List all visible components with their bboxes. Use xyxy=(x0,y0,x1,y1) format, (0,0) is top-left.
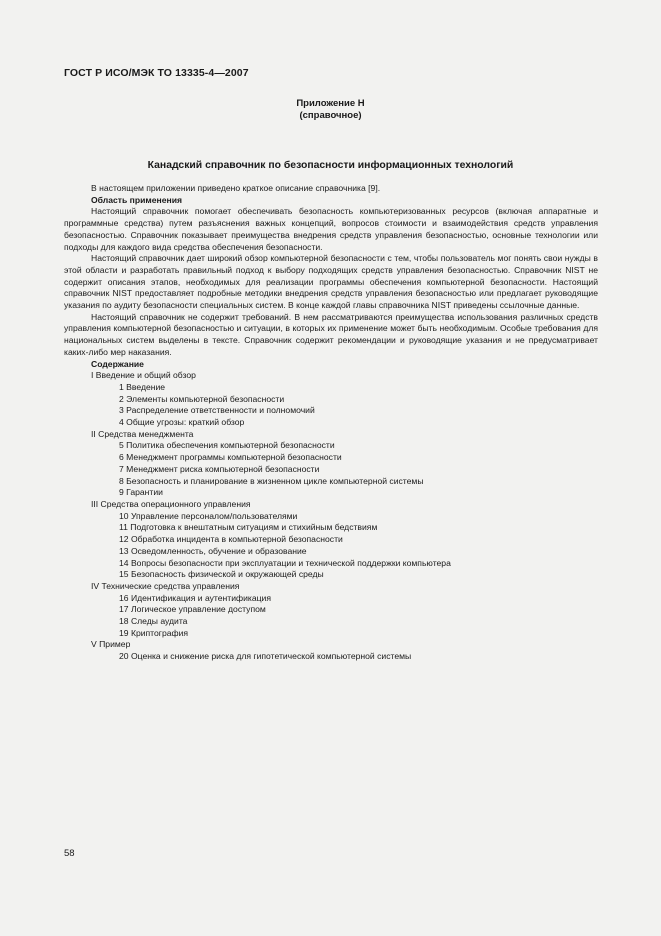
contents-item: 14 Вопросы безопасности при эксплуатации и технической поддержки компьютера xyxy=(119,557,451,568)
contents-item: 5 Политика обеспечения компьютерной безопасности xyxy=(119,440,335,451)
page-number: 58 xyxy=(64,848,75,859)
paragraph: Настоящий справочник дает широкий обзор компьютерной безопасности с тем, чтобы пользователь мог понять свои нужды в этой области и разработать правильный подход к выбору подходящих средств управления безопасностью. Справочник NIST не содержит описания этапов, необходимых для реализации программы обеспечения компьютерной безопасности. Настоящий справочник NIST предоставляет подробные методики внедрения средств управления безопасностью или предлагает руководящие указания по аудиту безопасности специальных систем. В конце каждой главы справочника NIST приведены ссылочные данные. xyxy=(64,253,598,311)
contents-section: V Пример xyxy=(91,639,131,650)
annex-type: (справочное) xyxy=(299,110,362,121)
paragraph: Настоящий справочник помогает обеспечивать безопасность компьютеризованных ресурсов (включая аппаратные и программные средства) путем разъяснения важных концепций, вопросов стоимости и взаимодействия средств управления безопасностью. Справочник показывает преимущества внедрения средств управления безопасностью, основные технологии или подходы для каждого вида средства обеспечения безопасности. xyxy=(64,206,598,252)
contents-section: I Введение и общий обзор xyxy=(91,370,196,381)
contents-item: 9 Гарантии xyxy=(119,487,163,498)
contents-item: 3 Распределение ответственности и полномочий xyxy=(119,405,315,416)
paragraph: Настоящий справочник не содержит требований. В нем рассматриваются преимущества использования различных средств управления компьютерной безопасностью и ситуации, в которых их применение может быть необходимым. Особые требования для национальных систем выделены в тексте. Справочник содержит рекомендации и руководящие указания и не предусматривает каких-либо мер наказания. xyxy=(64,311,598,357)
document-header: ГОСТ Р ИСО/МЭК ТО 13335-4—2007 xyxy=(64,67,249,79)
contents-section: IV Технические средства управления xyxy=(91,580,240,591)
contents-item: 8 Безопасность и планирование в жизненном цикле компьютерной системы xyxy=(119,475,424,486)
annex-heading xyxy=(0,98,661,122)
contents-item: 16 Идентификация и аутентификация xyxy=(119,592,272,603)
contents-item: 13 Осведомленность, обучение и образование xyxy=(119,545,307,556)
contents-item: 12 Обработка инцидента в компьютерной безопасности xyxy=(119,534,343,545)
intro-paragraph: В настоящем приложении приведено краткое описание справочника [9]. xyxy=(91,183,381,193)
annex-label: Приложение Н xyxy=(296,98,365,109)
document-body xyxy=(64,183,598,663)
contents-item: 19 Криптография xyxy=(119,627,189,638)
contents-item: 2 Элементы компьютерной безопасности xyxy=(119,393,285,404)
contents-item: 11 Подготовка к внештатным ситуациям и стихийным бедствиям xyxy=(119,522,378,533)
contents-item: 6 Менеджмент программы компьютерной безопасности xyxy=(119,452,342,463)
annex-title: Канадский справочник по безопасности информационных технологий xyxy=(147,160,514,171)
contents-item: 10 Управление персоналом/пользователями xyxy=(119,510,298,521)
contents-item: 18 Следы аудита xyxy=(119,616,188,627)
contents-item: 20 Оценка и снижение риска для гипотетической компьютерной системы xyxy=(119,651,412,662)
contents-item: 7 Менеджмент риска компьютерной безопасности xyxy=(119,463,320,474)
scope-label: Область применения xyxy=(91,194,182,205)
contents-item: 17 Логическое управление доступом xyxy=(119,604,266,615)
contents-item: 15 Безопасность физической и окружающей среды xyxy=(119,569,324,580)
contents-list xyxy=(64,370,598,663)
contents-section: III Средства операционного управления xyxy=(91,498,251,509)
contents-label: Содержание xyxy=(91,358,144,369)
contents-item: 4 Общие угрозы: краткий обзор xyxy=(119,417,245,428)
contents-section: II Средства менеджмента xyxy=(91,428,194,439)
contents-item: 1 Введение xyxy=(119,381,166,392)
